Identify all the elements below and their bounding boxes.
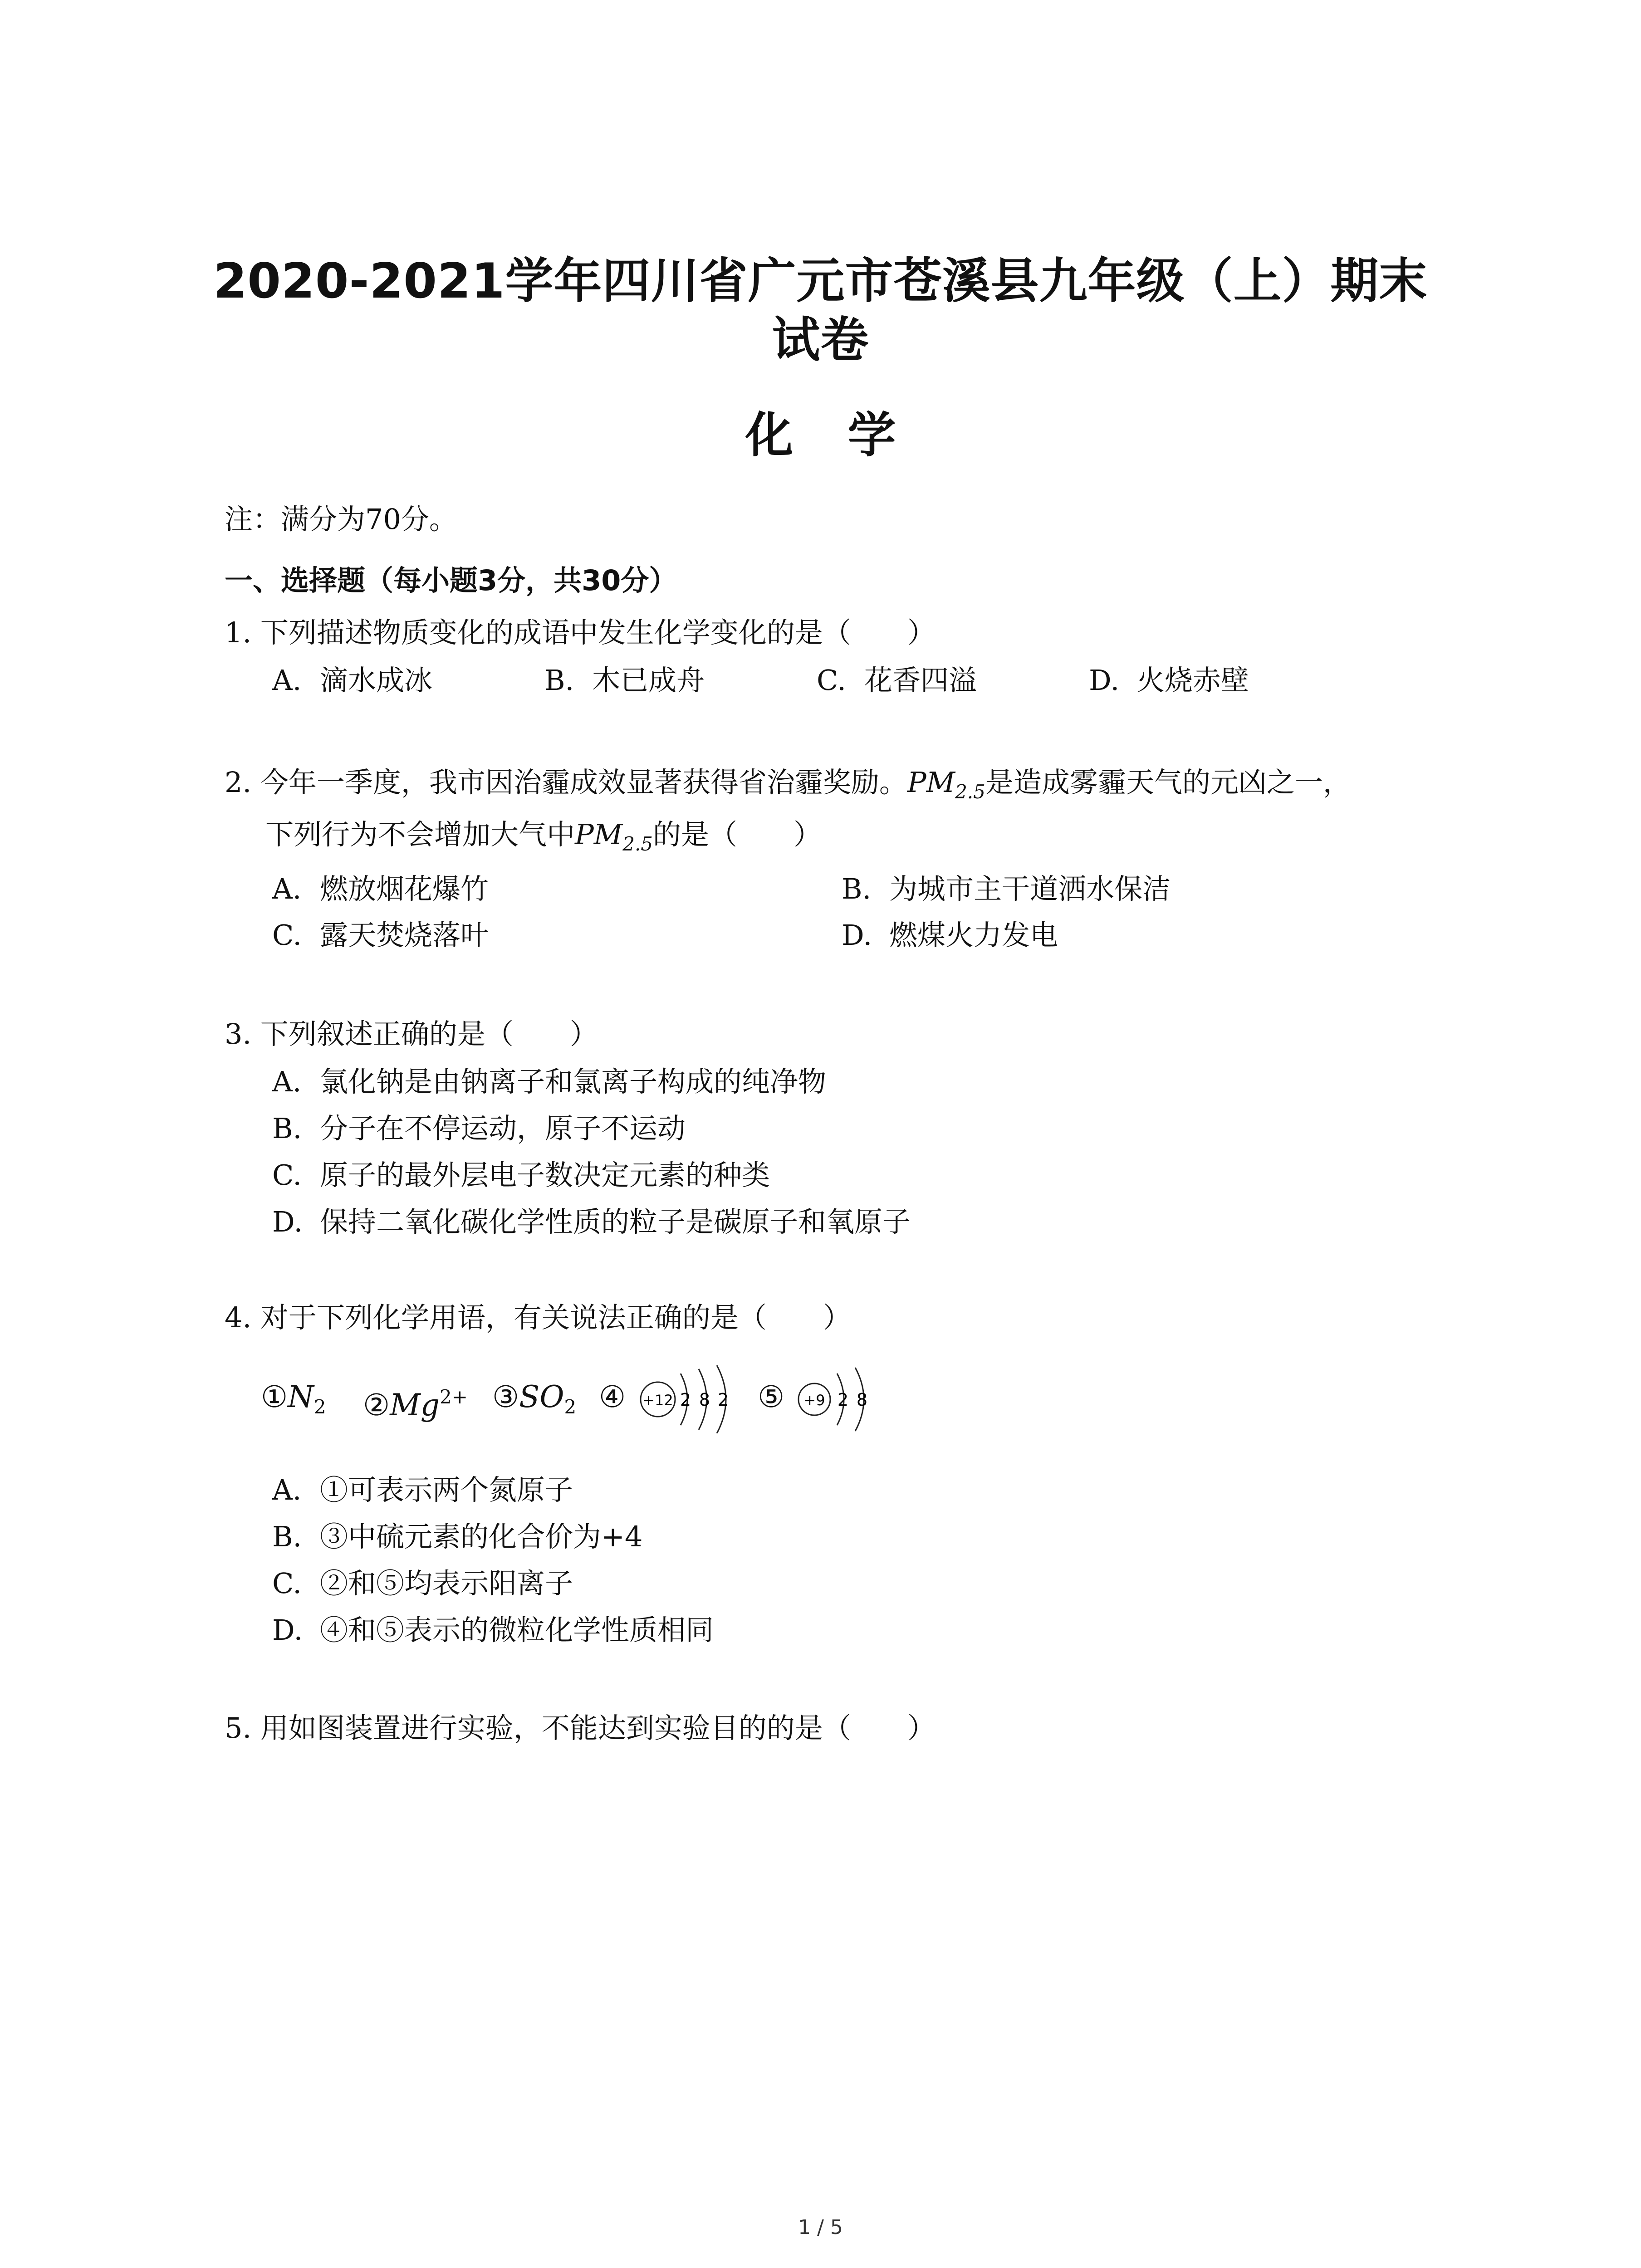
option-text: ④和⑤表示的微粒化学性质相同	[320, 1613, 714, 1647]
symbol-3	[492, 1379, 576, 1425]
formula: N	[288, 1379, 314, 1414]
subscript: 2	[314, 1396, 326, 1418]
subject-heading: 化学	[745, 407, 950, 463]
q4-option-c[interactable]	[272, 1565, 573, 1602]
section-heading: 一、选择题（每小题3分，共30分）	[225, 564, 677, 597]
formula: Mg	[390, 1388, 440, 1422]
pm-symbol: PM	[907, 766, 955, 799]
q3-option-a[interactable]	[272, 1064, 826, 1100]
question-3-stem: 3. 下列叙述正确的是（ ）	[225, 1017, 598, 1051]
question-2-stem-line2	[265, 816, 822, 862]
shell-electrons: 2	[680, 1390, 691, 1410]
stem-text: 2. 今年一季度，我市因治霾成效显著获得省治霾奖励。	[225, 766, 907, 799]
pm-symbol: PM	[575, 818, 623, 851]
circled-number: ②	[363, 1388, 390, 1422]
nucleus-charge: +9	[803, 1392, 825, 1409]
option-key: A.	[272, 1065, 302, 1098]
shell-electrons: 8	[856, 1390, 868, 1410]
option-key: A.	[272, 664, 302, 697]
symbol-5-mark: ⑤	[758, 1379, 785, 1414]
option-key: C.	[817, 664, 846, 697]
option-text: 分子在不停运动，原子不运动	[320, 1112, 686, 1145]
option-key: D.	[842, 919, 872, 952]
pm-subscript: 2.5	[955, 781, 985, 803]
q3-option-d[interactable]	[272, 1204, 911, 1240]
symbol-1	[261, 1379, 326, 1425]
question-4-stem: 4. 对于下列化学用语，有关说法正确的是（ ）	[225, 1301, 851, 1334]
option-text: 滴水成冰	[320, 664, 433, 697]
option-text: ③中硫元素的化合价为+4	[320, 1520, 643, 1553]
option-text: 为城市主干道洒水保洁	[889, 872, 1171, 905]
subscript: 2	[564, 1396, 577, 1418]
option-text: 原子的最外层电子数决定元素的种类	[320, 1158, 770, 1192]
option-text: 木已成舟	[592, 664, 705, 697]
option-key: C.	[272, 1567, 302, 1600]
shell-electrons: 2	[717, 1390, 729, 1410]
ion-diagram-fluoride	[792, 1365, 882, 1433]
ion-diagram-svg	[792, 1365, 882, 1433]
q3-option-b[interactable]	[272, 1110, 686, 1147]
option-text: 花香四溢	[864, 664, 977, 697]
shell-electrons: 2	[837, 1390, 849, 1410]
circled-number: ①	[261, 1379, 288, 1414]
stem-text: 的是（ ）	[653, 818, 822, 851]
option-key: B.	[272, 1520, 302, 1553]
option-key: D.	[272, 1613, 303, 1647]
q2-option-c[interactable]	[272, 917, 489, 953]
option-key: C.	[272, 919, 302, 952]
option-text: ②和⑤均表示阳离子	[320, 1567, 573, 1600]
atom-diagram-svg	[633, 1365, 737, 1433]
option-key: A.	[272, 1473, 302, 1506]
shell-electrons: 8	[699, 1390, 710, 1410]
formula: SO	[519, 1379, 564, 1414]
q4-option-a[interactable]	[272, 1472, 573, 1508]
q1-option-d[interactable]	[1089, 662, 1249, 699]
option-text: 保持二氧化碳化学性质的粒子是碳原子和氧原子	[320, 1205, 911, 1238]
stem-text: 下列行为不会增加大气中	[265, 818, 575, 851]
option-key: D.	[1089, 664, 1120, 697]
atom-diagram-magnesium	[633, 1365, 737, 1433]
score-note: 注：满分为70分。	[225, 503, 457, 536]
q3-option-c[interactable]	[272, 1157, 770, 1193]
nucleus-charge: +12	[642, 1392, 673, 1409]
symbol-4-mark: ④	[599, 1379, 626, 1414]
circled-number: ③	[492, 1379, 519, 1414]
q2-option-a[interactable]	[272, 871, 489, 907]
q4-option-b[interactable]	[272, 1519, 642, 1555]
option-text: 燃煤火力发电	[889, 919, 1058, 952]
page-number: 1 / 5	[798, 2216, 843, 2239]
option-text: 火烧赤壁	[1136, 664, 1249, 697]
question-1-stem: 1. 下列描述物质变化的成语中发生化学变化的是（ ）	[225, 616, 936, 649]
q2-option-d[interactable]	[842, 917, 1058, 953]
q2-option-b[interactable]	[842, 871, 1171, 907]
option-key: B.	[272, 1112, 302, 1145]
option-text: ①可表示两个氮原子	[320, 1473, 573, 1506]
symbol-2	[363, 1379, 468, 1423]
superscript: 2+	[440, 1386, 468, 1408]
option-text: 露天焚烧落叶	[320, 919, 489, 952]
question-5-stem: 5. 用如图装置进行实验，不能达到实验目的的是（ ）	[225, 1711, 936, 1745]
option-key: C.	[272, 1158, 302, 1192]
option-key: B.	[842, 872, 872, 905]
option-text: 燃放烟花爆竹	[320, 872, 489, 905]
q4-option-d[interactable]	[272, 1612, 714, 1648]
option-key: A.	[272, 872, 302, 905]
q1-option-a[interactable]	[272, 662, 432, 699]
exam-title-line1: 2020-2021学年四川省广元市苍溪县九年级（上）期末	[213, 253, 1428, 309]
q1-option-b[interactable]	[544, 662, 705, 699]
exam-title-line2: 试卷	[772, 312, 869, 368]
option-key: D.	[272, 1205, 303, 1238]
option-key: B.	[544, 664, 574, 697]
question-2-stem-line1	[225, 764, 1351, 810]
stem-text: 是造成雾霾天气的元凶之一，	[985, 766, 1351, 799]
q1-option-c[interactable]	[817, 662, 977, 699]
pm-subscript: 2.5	[622, 833, 653, 855]
option-text: 氯化钠是由钠离子和氯离子构成的纯净物	[320, 1065, 827, 1098]
